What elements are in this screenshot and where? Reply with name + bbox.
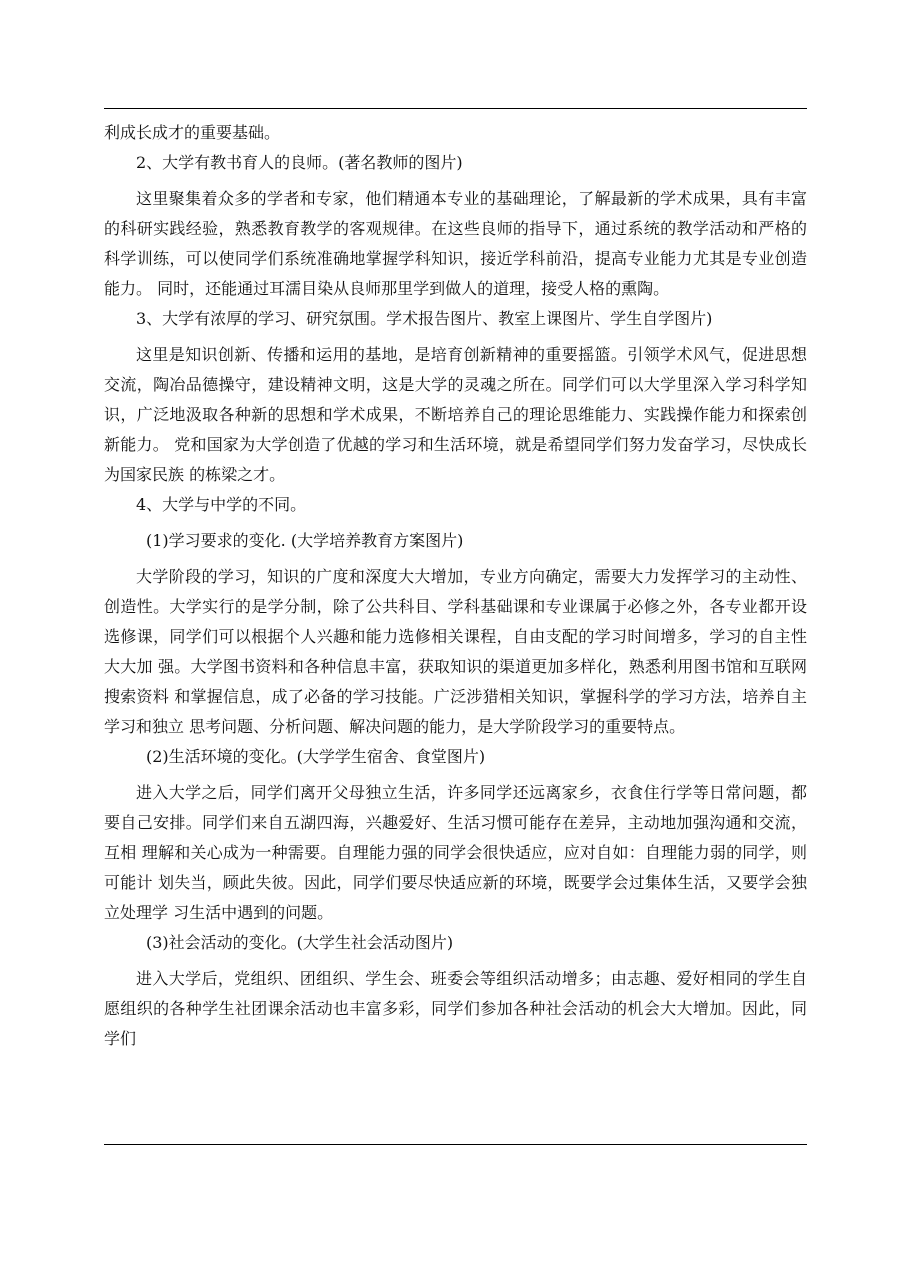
subheading-social-change: (3)社会活动的变化。(大学生社会活动图片) [146,933,454,952]
subheading-living-change: (2)生活环境的变化。(大学学生宿舍、食堂图片) [146,747,486,766]
subheading-learning-change: (1)学习要求的变化. (大学培养教育方案图片) [146,531,464,550]
paragraph-learning-change: 大学阶段的学习，知识的广度和深度大大增加，专业方向确定，需要大力发挥学习的主动性、创造性。大学实行的是学分制，除了公共科目、学科基础课和专业课属于必修之外，各专业都开设选修课，同学们可以根据个人兴趣和能力选修相关课程，自由支配的学习时间增多，学习的自主性大大加 强。大学图书资料和各种信息丰富，获取知识的渠道更加多样化，熟悉利用图书馆和互联网搜索资料 和掌握信息，成了必备的学习技能。广泛涉猎相关知识，掌握科学的学习方法，培养自主学习和独立 思考问题、分析问题、解决问题的能力，是大学阶段学习的重要特点。 [104,567,807,736]
heading-good-teachers: 2、大学有教书育人的良师。(著名教师的图片) [136,153,463,172]
heading-research-atmosphere: 3、大学有浓厚的学习、研究氛围。学术报告图片、教室上课图片、学生自学图片) [136,309,713,328]
document-body [104,118,807,1054]
footer-rule [104,1144,807,1145]
paragraph-good-teachers: 这里聚集着众多的学者和专家，他们精通本专业的基础理论，了解最新的学术成果，具有丰富的科研实践经验，熟悉教育教学的客观规律。在这些良师的指导下，通过系统的教学活动和严格的科学训练，可以使同学们系统准确地掌握学科知识，接近学科前沿，提高专业能力尤其是专业创造能力。 同时，还能通过耳濡目染从良师那里学到做人的道理，接受人格的熏陶。 [104,189,807,298]
paragraph-social-change: 进入大学后，党组织、团组织、学生会、班委会等组织活动增多；由志趣、爱好相同的学生自愿组织的各种学生社团课余活动也丰富多彩，同学们参加各种社会活动的机会大大增加。因此，同学们 [104,969,807,1048]
paragraph-research-atmosphere: 这里是知识创新、传播和运用的基地，是培育创新精神的重要摇篮。引领学术风气，促进思想交流，陶冶品德操守，建设精神文明，这是大学的灵魂之所在。同学们可以大学里深入学习科学知识，广泛地汲取各种新的思想和学术成果，不断培养自己的理论思维能力、实践操作能力和探索创新能力。 党和国家为大学创造了优越的学习和生活环境，就是希望同学们努力发奋学习，尽快成长为国家民族 的栋梁之才。 [104,345,807,484]
paragraph-continuation: 利成长成才的重要基础。 [104,123,281,142]
heading-university-vs-highschool: 4、大学与中学的不同。 [136,495,307,514]
paragraph-living-change: 进入大学之后，同学们离开父母独立生活，许多同学还远离家乡，衣食住行学等日常问题，都要自己安排。同学们来自五湖四海，兴趣爱好、生活习惯可能存在差异，主动地加强沟通和交流，互相 理解和关心成为一种需要。自理能力强的同学会很快适应，应对自如：自理能力弱的同学，则可能计 划失当，顾此失彼。因此，同学们要尽快适应新的环境，既要学会过集体生活，又要学会独立处理学 习生活中遇到的问题。 [104,783,807,922]
header-rule [104,108,807,109]
